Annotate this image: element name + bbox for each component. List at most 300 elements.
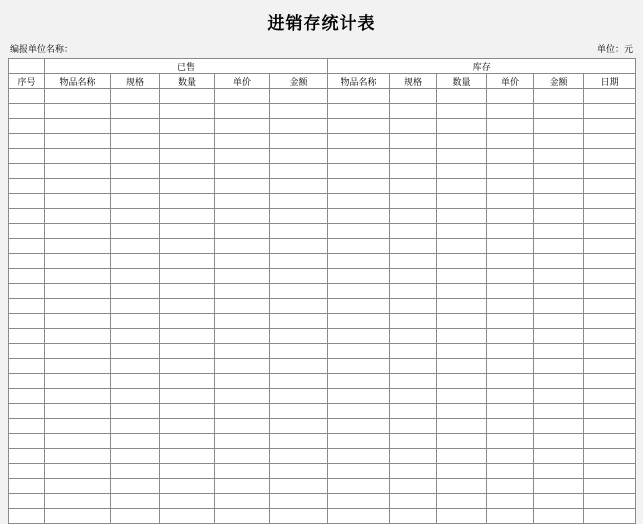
table-cell[interactable] [160,239,215,254]
table-cell[interactable] [9,404,45,419]
table-cell[interactable] [45,344,111,359]
table-cell[interactable] [437,344,487,359]
table-cell[interactable] [390,434,437,449]
table-cell[interactable] [390,104,437,119]
table-cell[interactable] [328,404,390,419]
table-cell[interactable] [534,434,584,449]
table-cell[interactable] [584,494,636,509]
table-cell[interactable] [215,239,270,254]
table-cell[interactable] [328,254,390,269]
table-cell[interactable] [215,509,270,524]
table-cell[interactable] [328,389,390,404]
table-cell[interactable] [160,149,215,164]
table-cell[interactable] [390,344,437,359]
table-cell[interactable] [390,239,437,254]
table-row[interactable] [9,449,636,464]
table-cell[interactable] [328,359,390,374]
table-cell[interactable] [111,464,160,479]
table-cell[interactable] [437,479,487,494]
table-cell[interactable] [328,494,390,509]
table-cell[interactable] [584,164,636,179]
table-cell[interactable] [111,89,160,104]
table-cell[interactable] [487,404,534,419]
table-cell[interactable] [390,89,437,104]
table-cell[interactable] [437,509,487,524]
table-cell[interactable] [390,329,437,344]
table-cell[interactable] [584,479,636,494]
table-cell[interactable] [215,104,270,119]
table-row[interactable] [9,179,636,194]
table-cell[interactable] [534,299,584,314]
table-cell[interactable] [534,314,584,329]
table-cell[interactable] [270,449,328,464]
table-cell[interactable] [215,314,270,329]
table-cell[interactable] [437,104,487,119]
table-cell[interactable] [534,179,584,194]
table-cell[interactable] [45,299,111,314]
table-cell[interactable] [9,359,45,374]
table-cell[interactable] [328,419,390,434]
table-cell[interactable] [270,344,328,359]
table-cell[interactable] [270,149,328,164]
table-cell[interactable] [487,164,534,179]
table-cell[interactable] [584,344,636,359]
table-cell[interactable] [437,134,487,149]
table-row[interactable] [9,269,636,284]
table-cell[interactable] [215,329,270,344]
table-cell[interactable] [487,239,534,254]
table-cell[interactable] [111,419,160,434]
table-cell[interactable] [534,239,584,254]
table-cell[interactable] [9,449,45,464]
table-cell[interactable] [487,314,534,329]
table-cell[interactable] [487,509,534,524]
table-cell[interactable] [45,434,111,449]
table-cell[interactable] [584,314,636,329]
table-cell[interactable] [270,389,328,404]
table-cell[interactable] [328,209,390,224]
table-cell[interactable] [45,194,111,209]
table-cell[interactable] [215,254,270,269]
table-row[interactable] [9,104,636,119]
table-cell[interactable] [9,494,45,509]
table-cell[interactable] [111,299,160,314]
table-cell[interactable] [437,419,487,434]
table-cell[interactable] [534,449,584,464]
table-cell[interactable] [390,509,437,524]
table-cell[interactable] [437,464,487,479]
table-cell[interactable] [437,89,487,104]
table-cell[interactable] [437,494,487,509]
table-cell[interactable] [328,344,390,359]
table-row[interactable] [9,194,636,209]
table-cell[interactable] [9,89,45,104]
table-cell[interactable] [111,164,160,179]
table-cell[interactable] [328,329,390,344]
table-cell[interactable] [9,179,45,194]
table-cell[interactable] [9,224,45,239]
table-cell[interactable] [111,374,160,389]
table-cell[interactable] [111,449,160,464]
table-cell[interactable] [437,239,487,254]
table-cell[interactable] [584,434,636,449]
table-row[interactable] [9,239,636,254]
table-cell[interactable] [160,434,215,449]
table-cell[interactable] [45,374,111,389]
table-cell[interactable] [534,404,584,419]
table-cell[interactable] [270,404,328,419]
table-row[interactable] [9,344,636,359]
table-cell[interactable] [487,119,534,134]
table-cell[interactable] [437,299,487,314]
table-cell[interactable] [270,194,328,209]
table-cell[interactable] [437,209,487,224]
table-cell[interactable] [487,179,534,194]
table-cell[interactable] [45,284,111,299]
table-cell[interactable] [270,509,328,524]
table-cell[interactable] [390,209,437,224]
table-cell[interactable] [534,164,584,179]
table-cell[interactable] [9,119,45,134]
table-cell[interactable] [270,104,328,119]
table-cell[interactable] [390,179,437,194]
table-cell[interactable] [584,179,636,194]
table-cell[interactable] [215,284,270,299]
table-cell[interactable] [160,179,215,194]
table-cell[interactable] [487,464,534,479]
table-cell[interactable] [328,104,390,119]
table-cell[interactable] [270,434,328,449]
table-cell[interactable] [111,134,160,149]
table-cell[interactable] [111,179,160,194]
table-cell[interactable] [9,269,45,284]
table-cell[interactable] [160,449,215,464]
table-row[interactable] [9,209,636,224]
table-row[interactable] [9,464,636,479]
table-cell[interactable] [45,449,111,464]
table-cell[interactable] [160,284,215,299]
table-cell[interactable] [215,389,270,404]
table-cell[interactable] [437,284,487,299]
table-cell[interactable] [534,509,584,524]
table-cell[interactable] [390,194,437,209]
table-cell[interactable] [390,389,437,404]
table-cell[interactable] [9,329,45,344]
table-cell[interactable] [534,89,584,104]
table-cell[interactable] [215,194,270,209]
table-cell[interactable] [9,194,45,209]
table-cell[interactable] [111,239,160,254]
table-cell[interactable] [215,404,270,419]
table-cell[interactable] [270,119,328,134]
table-cell[interactable] [215,479,270,494]
table-cell[interactable] [390,224,437,239]
table-cell[interactable] [9,209,45,224]
table-cell[interactable] [160,89,215,104]
table-cell[interactable] [45,89,111,104]
table-cell[interactable] [9,239,45,254]
table-cell[interactable] [9,479,45,494]
table-cell[interactable] [584,149,636,164]
table-cell[interactable] [215,134,270,149]
table-row[interactable] [9,419,636,434]
table-cell[interactable] [584,104,636,119]
table-cell[interactable] [437,119,487,134]
table-cell[interactable] [534,419,584,434]
table-cell[interactable] [111,509,160,524]
table-cell[interactable] [584,329,636,344]
table-cell[interactable] [487,284,534,299]
table-cell[interactable] [534,224,584,239]
table-cell[interactable] [9,284,45,299]
table-cell[interactable] [487,209,534,224]
table-cell[interactable] [160,299,215,314]
table-cell[interactable] [390,119,437,134]
table-cell[interactable] [328,374,390,389]
table-cell[interactable] [215,374,270,389]
table-cell[interactable] [487,194,534,209]
table-cell[interactable] [390,494,437,509]
table-cell[interactable] [9,134,45,149]
table-row[interactable] [9,134,636,149]
table-cell[interactable] [328,89,390,104]
table-cell[interactable] [584,254,636,269]
table-cell[interactable] [534,149,584,164]
table-cell[interactable] [270,464,328,479]
table-cell[interactable] [487,389,534,404]
table-cell[interactable] [390,359,437,374]
table-cell[interactable] [215,119,270,134]
table-cell[interactable] [45,269,111,284]
table-cell[interactable] [270,209,328,224]
table-row[interactable] [9,359,636,374]
table-cell[interactable] [390,314,437,329]
table-cell[interactable] [111,224,160,239]
table-row[interactable] [9,164,636,179]
table-row[interactable] [9,224,636,239]
table-cell[interactable] [437,179,487,194]
table-cell[interactable] [45,164,111,179]
table-cell[interactable] [270,224,328,239]
table-cell[interactable] [270,329,328,344]
table-cell[interactable] [390,284,437,299]
table-cell[interactable] [160,209,215,224]
table-cell[interactable] [160,269,215,284]
table-cell[interactable] [487,479,534,494]
table-cell[interactable] [9,509,45,524]
table-cell[interactable] [584,404,636,419]
table-cell[interactable] [45,104,111,119]
table-cell[interactable] [215,299,270,314]
table-cell[interactable] [390,254,437,269]
table-cell[interactable] [9,164,45,179]
table-row[interactable] [9,314,636,329]
table-cell[interactable] [534,134,584,149]
table-cell[interactable] [45,209,111,224]
table-row[interactable] [9,284,636,299]
table-cell[interactable] [45,389,111,404]
table-cell[interactable] [111,209,160,224]
table-cell[interactable] [45,134,111,149]
table-cell[interactable] [487,149,534,164]
table-cell[interactable] [437,359,487,374]
table-cell[interactable] [111,104,160,119]
table-row[interactable] [9,329,636,344]
table-cell[interactable] [111,479,160,494]
table-row[interactable] [9,89,636,104]
table-cell[interactable] [584,464,636,479]
table-cell[interactable] [584,449,636,464]
table-cell[interactable] [534,479,584,494]
table-cell[interactable] [328,284,390,299]
table-cell[interactable] [487,329,534,344]
table-cell[interactable] [328,299,390,314]
table-cell[interactable] [111,119,160,134]
table-cell[interactable] [215,224,270,239]
table-cell[interactable] [437,404,487,419]
table-cell[interactable] [584,209,636,224]
table-cell[interactable] [270,374,328,389]
table-cell[interactable] [328,464,390,479]
table-cell[interactable] [215,359,270,374]
table-cell[interactable] [45,254,111,269]
table-cell[interactable] [160,464,215,479]
table-cell[interactable] [534,254,584,269]
table-cell[interactable] [9,149,45,164]
table-cell[interactable] [437,449,487,464]
table-cell[interactable] [584,134,636,149]
table-row[interactable] [9,479,636,494]
table-cell[interactable] [487,344,534,359]
table-cell[interactable] [487,89,534,104]
table-cell[interactable] [584,284,636,299]
table-cell[interactable] [487,494,534,509]
table-cell[interactable] [215,269,270,284]
table-cell[interactable] [437,434,487,449]
table-cell[interactable] [160,164,215,179]
table-cell[interactable] [487,104,534,119]
table-cell[interactable] [9,299,45,314]
table-cell[interactable] [390,149,437,164]
table-cell[interactable] [584,119,636,134]
table-cell[interactable] [160,254,215,269]
table-cell[interactable] [215,419,270,434]
table-cell[interactable] [45,149,111,164]
table-cell[interactable] [534,389,584,404]
table-cell[interactable] [270,134,328,149]
table-cell[interactable] [437,164,487,179]
table-cell[interactable] [534,104,584,119]
table-cell[interactable] [437,314,487,329]
table-cell[interactable] [45,494,111,509]
table-cell[interactable] [487,224,534,239]
table-cell[interactable] [390,419,437,434]
table-cell[interactable] [437,224,487,239]
table-cell[interactable] [270,419,328,434]
table-cell[interactable] [328,224,390,239]
table-cell[interactable] [328,239,390,254]
table-cell[interactable] [328,269,390,284]
table-cell[interactable] [534,359,584,374]
table-cell[interactable] [45,224,111,239]
table-row[interactable] [9,119,636,134]
table-cell[interactable] [390,134,437,149]
table-cell[interactable] [328,149,390,164]
table-cell[interactable] [437,389,487,404]
table-cell[interactable] [9,314,45,329]
table-cell[interactable] [45,509,111,524]
table-cell[interactable] [215,89,270,104]
table-cell[interactable] [270,89,328,104]
table-cell[interactable] [584,359,636,374]
table-cell[interactable] [215,464,270,479]
table-cell[interactable] [160,509,215,524]
table-cell[interactable] [9,344,45,359]
table-cell[interactable] [160,224,215,239]
table-row[interactable] [9,254,636,269]
table-cell[interactable] [534,374,584,389]
table-cell[interactable] [160,134,215,149]
table-cell[interactable] [270,179,328,194]
table-cell[interactable] [111,194,160,209]
table-cell[interactable] [9,434,45,449]
table-cell[interactable] [584,269,636,284]
table-cell[interactable] [160,314,215,329]
table-cell[interactable] [111,404,160,419]
table-cell[interactable] [215,494,270,509]
table-cell[interactable] [328,164,390,179]
table-cell[interactable] [390,449,437,464]
table-row[interactable] [9,509,636,524]
table-cell[interactable] [160,359,215,374]
table-cell[interactable] [215,449,270,464]
table-cell[interactable] [534,329,584,344]
table-cell[interactable] [328,434,390,449]
table-cell[interactable] [270,269,328,284]
table-cell[interactable] [584,509,636,524]
table-cell[interactable] [487,434,534,449]
table-cell[interactable] [215,209,270,224]
table-cell[interactable] [487,254,534,269]
table-cell[interactable] [534,284,584,299]
table-cell[interactable] [534,194,584,209]
table-row[interactable] [9,389,636,404]
table-cell[interactable] [45,404,111,419]
table-cell[interactable] [160,344,215,359]
table-cell[interactable] [160,119,215,134]
table-cell[interactable] [584,194,636,209]
table-cell[interactable] [270,479,328,494]
table-cell[interactable] [111,314,160,329]
table-cell[interactable] [390,479,437,494]
table-cell[interactable] [215,149,270,164]
table-cell[interactable] [270,239,328,254]
table-cell[interactable] [487,134,534,149]
table-cell[interactable] [328,479,390,494]
table-cell[interactable] [160,389,215,404]
table-cell[interactable] [328,509,390,524]
table-cell[interactable] [270,299,328,314]
table-cell[interactable] [328,194,390,209]
table-cell[interactable] [328,119,390,134]
table-cell[interactable] [584,299,636,314]
table-cell[interactable] [390,404,437,419]
table-cell[interactable] [215,164,270,179]
table-cell[interactable] [160,419,215,434]
table-cell[interactable] [534,119,584,134]
table-cell[interactable] [215,179,270,194]
table-cell[interactable] [437,254,487,269]
